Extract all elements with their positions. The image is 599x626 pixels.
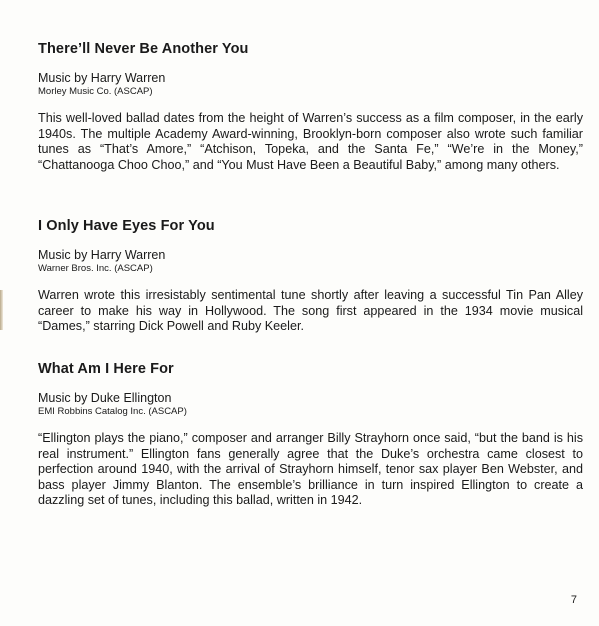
song-entry-3 [38, 360, 583, 509]
song-entry-1 [38, 40, 583, 173]
song-title: I Only Have Eyes For You [38, 218, 215, 234]
song-description: Warren wrote this irresistably sentimental tune shortly after leaving a successful Tin Pan Alley career to make his way in Hollywood. The song first appeared in the 1934 movie musical “Dames,” starring Dick Powell and Ruby Keeler. [38, 288, 583, 334]
song-publisher: Warner Bros. Inc. (ASCAP) [38, 263, 153, 274]
song-credit: Music by Duke Ellington [38, 391, 172, 405]
song-description: This well-loved ballad dates from the height of Warren’s success as a film composer, in the early 1940s. The multiple Academy Award-winning, Brooklyn-born composer also wrote such familiar tunes as “That’s Amore,” “Atchison, Topeka, and the Santa Fe,” “We’re in the Money,” “Chattanooga Choo Choo,” and “You Must Have Been a Beautiful Baby,” among many others. [38, 111, 583, 172]
song-title: There’ll Never Be Another You [38, 41, 249, 57]
page-edge-shadow [0, 290, 3, 330]
song-title: What Am I Here For [38, 361, 174, 377]
song-credit: Music by Harry Warren [38, 71, 166, 85]
song-credit: Music by Harry Warren [38, 248, 166, 262]
song-entry-2 [38, 217, 583, 335]
song-publisher: Morley Music Co. (ASCAP) [38, 86, 153, 97]
song-publisher: EMI Robbins Catalog Inc. (ASCAP) [38, 406, 187, 417]
song-description: “Ellington plays the piano,” composer and arranger Billy Strayhorn once said, “but the band is his real instrument.” Ellington fans generally agree that the Duke’s orchestra came closest to perfection around 1940, with the arrival of Strayhorn himself, tenor sax player Ben Webster, and bass player Jimmy Blanton. The ensemble’s brilliance in turn inspired Ellington to create a dazzling set of tunes, including this ballad, written in 1942. [38, 431, 583, 508]
page-number: 7 [570, 594, 577, 606]
